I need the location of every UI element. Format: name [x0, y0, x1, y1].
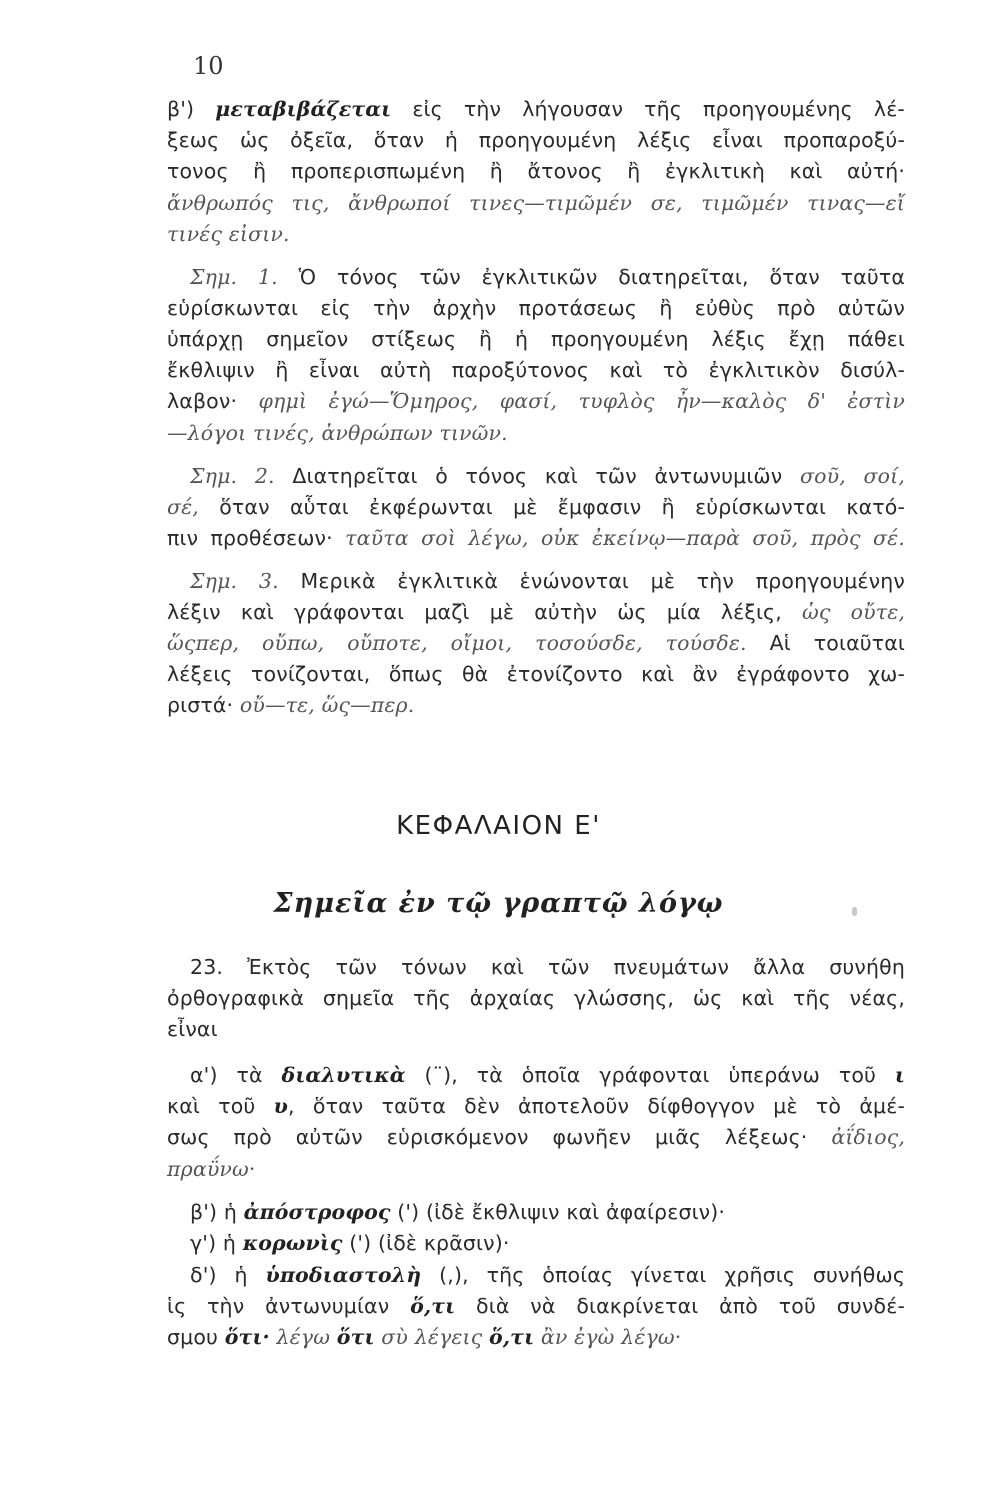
page-number: 10 — [193, 52, 224, 80]
text-run: καὶ τοῦ — [167, 1094, 274, 1118]
example-italic: λέγω — [276, 1325, 331, 1349]
text-line — [167, 1122, 905, 1152]
example-italic: Σημ. 3. — [190, 569, 279, 593]
text-run: λέξεις τονίζονται, ὅπως θὰ ἐτονίζοντο καὶ ἂν ἐγράφοντο χω- — [167, 662, 905, 686]
text-run: Διατηρεῖται ὁ τόνος καὶ τῶν ἀντωνυμιῶν — [274, 464, 800, 488]
term-bold: ὑποδιαστολὴ — [265, 1263, 422, 1287]
example-italic: Σημ. 2. — [190, 464, 275, 488]
text-run: γ') ἡ — [190, 1231, 243, 1255]
example-italic: φημὶ ἐγώ—Ὅμηρος, φασί, τυφλὸς ἦν—καλὸς δ' ἐστὶν — [258, 389, 905, 413]
text-run: (') (ἰδὲ κρᾶσιν)· — [342, 1231, 510, 1255]
text-run: πιν προθέσεων· — [167, 526, 346, 550]
text-run: εὑρίσκωνται εἰς τὴν ἀρχὴν προτάσεως ἢ εὐθὺς πρὸ αὐτῶν — [167, 296, 905, 320]
term-bold: ὅτι· — [224, 1325, 270, 1349]
text-line — [167, 156, 905, 186]
text-run: σως πρὸ αὐτῶν εὑρισκόμενον φωνῆεν μιᾶς λέξεως· — [167, 1125, 832, 1149]
text-run: δ') ἡ — [190, 1263, 266, 1287]
term-bold: ἀπόστροφος — [243, 1200, 391, 1224]
text-run: β') — [167, 97, 216, 121]
text-run: Μερικὰ ἐγκλιτικὰ ἑνώνονται μὲ τὴν προηγουμένην — [278, 569, 905, 593]
text-line — [190, 1228, 905, 1258]
text-line — [167, 355, 905, 385]
text-line — [167, 1322, 905, 1352]
text-run: 23. Ἐκτὸς τῶν τόνων καὶ τῶν πνευμάτων ἄλλα συνήθη — [190, 955, 905, 979]
text-run: (') (ἰδὲ ἔκθλιψιν καὶ ἀφαίρεσιν)· — [390, 1200, 726, 1224]
example-italic: ἀΐδιος, — [831, 1125, 905, 1149]
section-title: Σημεῖα ἐν τῷ γραπτῷ λόγῳ — [273, 888, 724, 919]
text-run: Ὁ τόνος τῶν ἐγκλιτικῶν διατηρεῖται, ὅταν ταῦτα — [277, 265, 905, 289]
text-line — [167, 418, 905, 448]
text-run — [270, 1325, 277, 1349]
text-run: β') ἡ — [190, 1200, 244, 1224]
text-run: τονος ἢ προπερισπωμένη ἢ ἄτονος ἢ ἐγκλιτικὴ καὶ αὐτή· — [167, 159, 905, 183]
text-line — [167, 523, 905, 553]
text-line — [167, 597, 905, 627]
example-italic: Σημ. 1. — [190, 265, 278, 289]
text-run: (,), τῆς ὁποίας γίνεται χρῆσις συνήθως — [421, 1263, 905, 1287]
text-line — [167, 324, 905, 354]
example-italic: ταῦτα σοὶ λέγω, οὐκ ἐκείνῳ—παρὰ σοῦ, πρὸς σέ. — [345, 526, 905, 550]
term-bold: ὅ,τι — [489, 1325, 535, 1349]
example-italic: σὺ λέγεις — [381, 1325, 483, 1349]
chapter-heading: ΚΕΦΑΛΑΙΟΝ Ε' — [396, 811, 601, 841]
example-italic: —λόγοι τινές, ἀνθρώπων τινῶν. — [167, 421, 508, 445]
text-line — [167, 219, 905, 249]
text-run: εἶναι — [167, 1017, 218, 1041]
text-run: ὑπάρχῃ σημεῖον στίξεως ἢ ἡ προηγουμένη λέξις ἔχῃ πάθει — [167, 327, 905, 351]
text-line — [167, 1014, 905, 1044]
term-bold: ὅτι — [336, 1325, 375, 1349]
text-line — [167, 386, 905, 416]
term-bold: κορωνὶς — [242, 1231, 343, 1255]
term-bold: ι — [894, 1063, 905, 1087]
text-run: ξεως ὡς ὀξεῖα, ὅταν ἡ προηγουμένη λέξις εἶναι προπαροξύ- — [167, 128, 905, 152]
text-run: διὰ νὰ διακρίνεται ἀπὸ τοῦ συνδέ- — [455, 1294, 905, 1318]
text-line — [190, 461, 905, 491]
text-run: εἰς τὴν λήγουσαν τῆς προηγουμένης λέ- — [391, 97, 905, 121]
text-line — [167, 188, 905, 218]
example-italic: πραΰνω· — [167, 1157, 256, 1181]
text-line — [167, 1291, 905, 1321]
text-run: λαβον· — [167, 389, 259, 413]
text-run: α') τὰ — [190, 1063, 282, 1087]
text-line — [167, 94, 905, 124]
term-bold: υ — [273, 1094, 289, 1118]
text-run: ἱς τὴν ἀντωνυμίαν — [167, 1294, 411, 1318]
print-speck — [852, 907, 857, 916]
example-italic: τινές εἰσιν. — [167, 222, 290, 246]
text-line — [167, 293, 905, 323]
text-line — [167, 125, 905, 155]
example-italic: οὔ—τε, ὥς—περ. — [239, 693, 415, 717]
text-run: σμου — [167, 1325, 225, 1349]
example-italic: ὥςπερ, οὔπω, οὔποτε, οἴμοι, τοσούσδε, τούσδε. — [167, 631, 747, 655]
text-run: ριστά· — [167, 693, 240, 717]
example-italic: ἄνθρωπός τις, ἄνθρωποί τινες—τιμῶμέν σε, τιμῶμέν τινας—εἴ — [167, 191, 905, 215]
text-run: Αἱ τοιαῦται — [746, 631, 905, 655]
text-line — [190, 952, 905, 982]
text-line — [167, 1154, 905, 1184]
example-italic: σέ, — [167, 495, 199, 519]
term-bold: διαλυτικὰ — [281, 1063, 406, 1087]
text-line — [167, 628, 905, 658]
text-line — [167, 983, 905, 1013]
text-line — [190, 1060, 905, 1090]
text-run: ὅταν αὗται ἐκφέρωνται μὲ ἔμφασιν ἢ εὑρίσκωνται κατό- — [198, 495, 905, 519]
text-run — [534, 1325, 541, 1349]
example-italic: σοῦ, σοί, — [799, 464, 905, 488]
text-run — [330, 1325, 337, 1349]
text-line — [190, 1260, 905, 1290]
text-line — [167, 659, 905, 689]
text-line — [190, 262, 905, 292]
text-line — [167, 1091, 905, 1121]
text-line — [167, 492, 905, 522]
text-run: , ὅταν ταῦτα δὲν ἀποτελοῦν δίφθογγον μὲ τὸ ἀμέ- — [288, 1094, 905, 1118]
text-run: ὀρθογραφικὰ σημεῖα τῆς ἀρχαίας γλώσσης, ὡς καὶ τῆς νέας, — [167, 986, 905, 1010]
example-italic: ἂν ἐγὼ λέγω· — [540, 1325, 682, 1349]
text-line — [167, 690, 905, 720]
term-bold: μεταβιβάζεται — [215, 97, 392, 121]
text-line — [190, 566, 905, 596]
text-run: ἔκθλιψιν ἢ εἶναι αὐτὴ παροξύτονος καὶ τὸ ἐγκλιτικὸν δισύλ- — [167, 358, 905, 382]
text-line — [190, 1197, 905, 1227]
text-run: λέξιν καὶ γράφονται μαζὶ μὲ αὐτὴν ὡς μία λέξις, — [167, 600, 802, 624]
text-run: (¨), τὰ ὁποῖα γράφονται ὑπεράνω τοῦ — [405, 1063, 895, 1087]
term-bold: ὅ,τι — [410, 1294, 456, 1318]
example-italic: ὡς οὔτε, — [802, 600, 906, 624]
